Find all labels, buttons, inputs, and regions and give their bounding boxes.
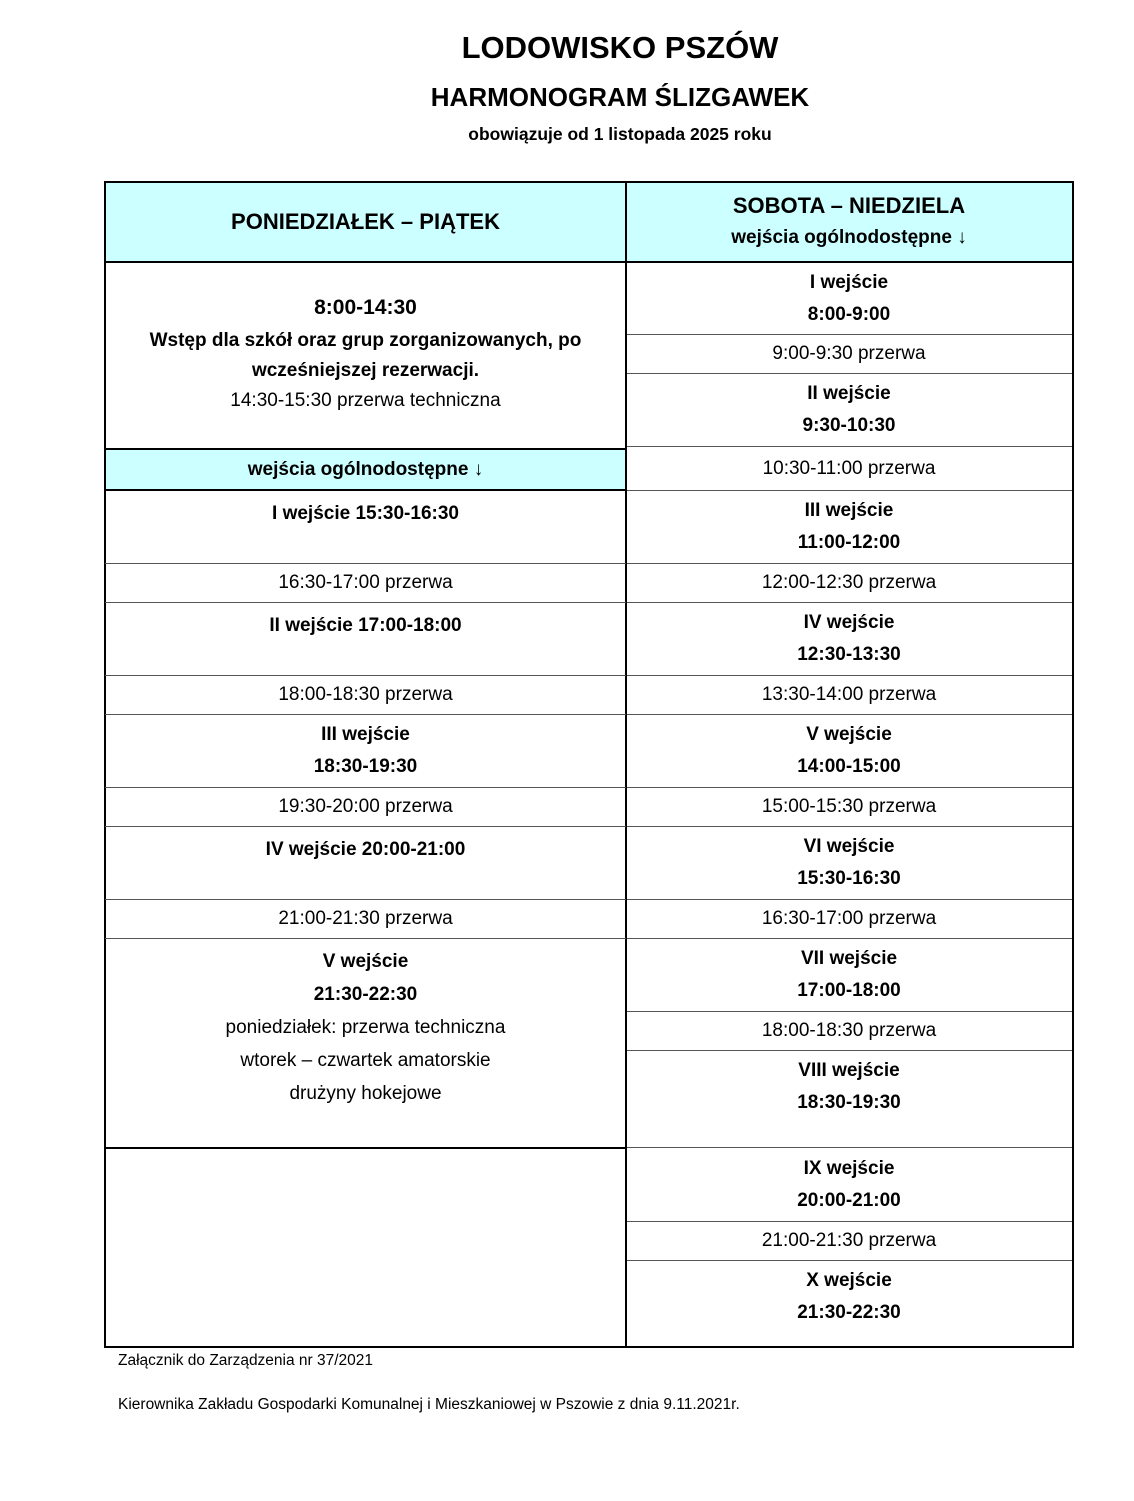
weekend-heading: SOBOTA – NIEDZIELA wejścia ogólnodostępne ↓ — [731, 193, 967, 248]
weekend-entry-3: III wejście 11:00-12:00 — [797, 500, 901, 553]
weekend-break-5: 15:00-15:30 przerwa — [761, 796, 937, 817]
weekday-break-4: 21:00-21:30 przerwa — [278, 908, 453, 929]
school-time: 8:00-14:30 — [314, 296, 417, 319]
weekend-break-6: 16:30-17:00 przerwa — [761, 908, 937, 929]
weekend-break-4: 13:30-14:00 przerwa — [761, 684, 937, 705]
weekend-break-9: 21:00-21:30 przerwa — [761, 1230, 937, 1251]
weekend-break-2: 10:30-11:00 przerwa — [762, 458, 936, 479]
weekday-session-3: III wejście 18:30-19:30 — [313, 724, 418, 777]
weekday-break-2: 18:00-18:30 przerwa — [278, 684, 453, 705]
weekday-session-5: V wejście 21:30-22:30 poniedziałek: przerwa techniczna wtorek – czwartek amatorskie drużyny hokejowe — [225, 951, 506, 1104]
weekend-entry-4: IV wejście 12:30-13:30 — [797, 612, 901, 665]
weekend-entry-2: II wejście 9:30-10:30 — [802, 383, 896, 436]
page-title: LODOWISKO PSZÓW — [461, 30, 779, 65]
school-break: 14:30-15:30 przerwa techniczna — [230, 390, 501, 411]
weekend-entry-8: VIII wejście 18:30-19:30 — [797, 1060, 901, 1113]
weekday-school-block — [105, 290, 626, 416]
weekend-entry-6: VI wejście 15:30-16:30 — [797, 836, 901, 889]
weekday-session-4: IV wejście 20:00-21:00 — [265, 839, 466, 860]
weekday-session-2: II wejście 17:00-18:00 — [269, 615, 462, 636]
weekday-break-3: 19:30-20:00 przerwa — [278, 796, 453, 817]
weekday-session-1: I wejście 15:30-16:30 — [272, 503, 459, 524]
weekend-break-3: 12:00-12:30 przerwa — [761, 572, 937, 593]
weekday-break-1: 16:30-17:00 przerwa — [278, 572, 453, 593]
weekend-entry-9: IX wejście 20:00-21:00 — [797, 1158, 901, 1211]
weekday-heading: PONIEDZIAŁEK – PIĄTEK — [231, 209, 500, 234]
weekend-entry-5: V wejście 14:00-15:00 — [797, 724, 901, 777]
school-description: Wstęp dla szkół oraz grup zorganizowanych, po wcześniejszej rezerwacji. — [149, 330, 582, 381]
valid-from-note: obowiązuje od 1 listopada 2025 roku — [468, 124, 772, 144]
footer-line-2: Kierownika Zakładu Gospodarki Komunalnej i Mieszkaniowej w Pszowie z dnia 9.11.2021r. — [118, 1396, 740, 1413]
weekend-entry-1: I wejście 8:00-9:00 — [807, 271, 891, 325]
page-subtitle: HARMONOGRAM ŚLIZGAWEK — [430, 82, 810, 112]
weekend-entry-10: X wejście 21:30-22:30 — [797, 1270, 901, 1323]
weekday-public-label: wejścia ogólnodostępne ↓ — [247, 459, 484, 480]
weekend-break-1: 9:00-9:30 przerwa — [772, 343, 926, 364]
weekend-break-7: 18:00-18:30 przerwa — [761, 1020, 937, 1041]
weekend-entry-7: VII wejście 17:00-18:00 — [797, 948, 901, 1001]
footer-line-1: Załącznik do Zarządzenia nr 37/2021 — [118, 1352, 374, 1369]
